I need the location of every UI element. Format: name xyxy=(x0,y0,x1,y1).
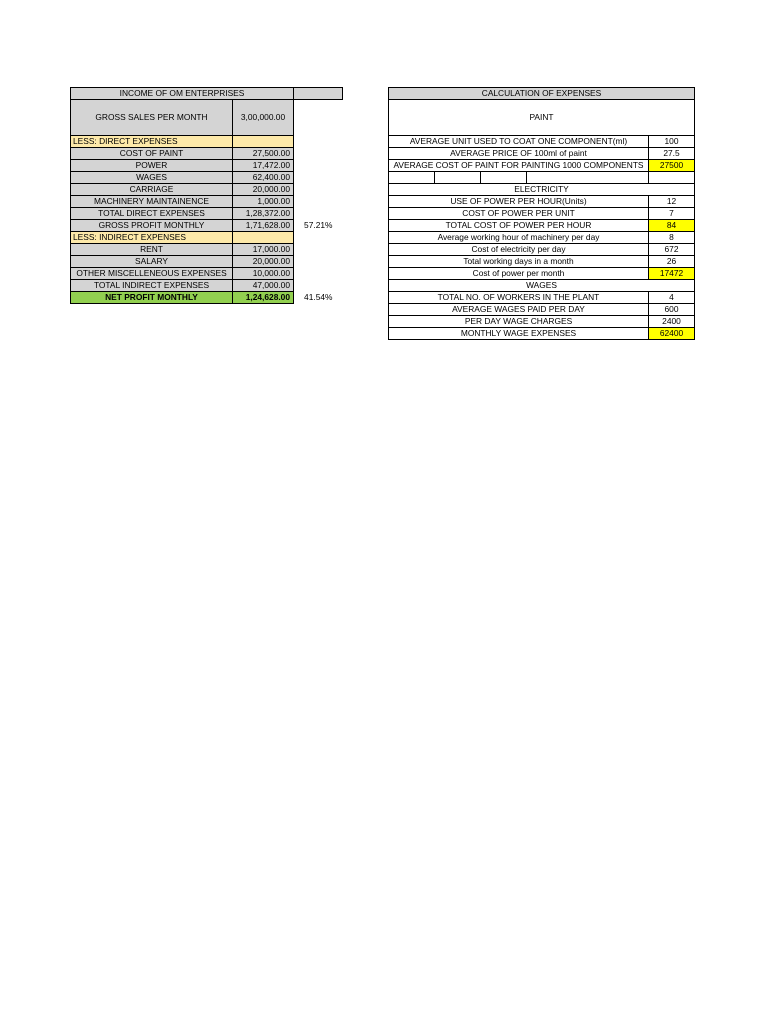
indirect-expense-value[interactable]: 17,000.00 xyxy=(233,244,294,256)
paint-label[interactable]: AVERAGE UNIT USED TO COAT ONE COMPONENT(ml) xyxy=(389,136,649,148)
paint-header[interactable]: PAINT xyxy=(389,100,695,136)
direct-expense-value[interactable]: 27,500.00 xyxy=(233,148,294,160)
gross-sales-value[interactable]: 3,00,000.00 xyxy=(233,100,294,136)
income-title-blank-cell[interactable] xyxy=(294,88,343,100)
table-row xyxy=(71,244,343,256)
gross-sales-row xyxy=(71,100,343,136)
table-row xyxy=(389,220,695,232)
direct-expense-value[interactable]: 62,400.00 xyxy=(233,172,294,184)
blank-cell[interactable] xyxy=(435,172,481,184)
net-profit-label[interactable]: NET PROFIT MONTHLY xyxy=(71,292,233,304)
direct-expense-label[interactable]: CARRIAGE xyxy=(71,184,233,196)
wages-label[interactable]: TOTAL NO. OF WORKERS IN THE PLANT xyxy=(389,292,649,304)
paint-label[interactable]: AVERAGE COST OF PAINT FOR PAINTING 1000 COMPONENTS xyxy=(389,160,649,172)
paint-value[interactable]: 27.5 xyxy=(649,148,695,160)
table-row xyxy=(71,268,343,280)
table-row xyxy=(71,148,343,160)
indirect-expense-label[interactable]: SALARY xyxy=(71,256,233,268)
income-title[interactable]: INCOME OF OM ENTERPRISES xyxy=(71,88,294,100)
electricity-value[interactable]: 7 xyxy=(649,208,695,220)
indirect-expense-value[interactable]: 10,000.00 xyxy=(233,268,294,280)
wages-monthly-total-value[interactable]: 62400 xyxy=(649,328,695,340)
electricity-label[interactable]: USE OF POWER PER HOUR(Units) xyxy=(389,196,649,208)
wages-value[interactable]: 4 xyxy=(649,292,695,304)
gross-profit-value[interactable]: 1,71,628.00 xyxy=(233,220,294,232)
paint-total-value[interactable]: 27500 xyxy=(649,160,695,172)
gross-sales-label[interactable]: GROSS SALES PER MONTH xyxy=(71,100,233,136)
wages-label[interactable]: MONTHLY WAGE EXPENSES xyxy=(389,328,649,340)
table-row xyxy=(71,208,343,220)
electricity-value[interactable]: 12 xyxy=(649,196,695,208)
electricity-label[interactable]: Average working hour of machinery per day xyxy=(389,232,649,244)
table-row xyxy=(71,172,343,184)
total-indirect-label[interactable]: TOTAL INDIRECT EXPENSES xyxy=(71,280,233,292)
table-row xyxy=(389,208,695,220)
gross-profit-row xyxy=(71,220,343,232)
electricity-label[interactable]: Total working days in a month xyxy=(389,256,649,268)
table-row xyxy=(389,244,695,256)
table-row xyxy=(389,196,695,208)
income-title-row xyxy=(71,88,343,100)
table-row xyxy=(389,136,695,148)
electricity-header[interactable]: ELECTRICITY xyxy=(389,184,695,196)
table-row xyxy=(389,256,695,268)
total-direct-value[interactable]: 1,28,372.00 xyxy=(233,208,294,220)
table-row xyxy=(389,232,695,244)
less-indirect-value-cell[interactable] xyxy=(233,232,294,244)
blank-cell[interactable] xyxy=(481,172,527,184)
net-profit-value[interactable]: 1,24,628.00 xyxy=(233,292,294,304)
indirect-expense-label[interactable]: RENT xyxy=(71,244,233,256)
calc-title[interactable]: CALCULATION OF EXPENSES xyxy=(389,88,695,100)
total-direct-label[interactable]: TOTAL DIRECT EXPENSES xyxy=(71,208,233,220)
table-row xyxy=(389,160,695,172)
net-profit-row xyxy=(71,292,343,304)
electricity-label[interactable]: COST OF POWER PER UNIT xyxy=(389,208,649,220)
less-indirect-row xyxy=(71,232,343,244)
direct-expense-label[interactable]: MACHINERY MAINTAINENCE xyxy=(71,196,233,208)
wages-value[interactable]: 600 xyxy=(649,304,695,316)
total-indirect-value[interactable]: 47,000.00 xyxy=(233,280,294,292)
direct-expense-label[interactable]: WAGES xyxy=(71,172,233,184)
gross-profit-percent[interactable]: 57.21% xyxy=(304,220,333,230)
wages-header-row xyxy=(389,280,695,292)
electricity-value[interactable]: 672 xyxy=(649,244,695,256)
blank-cell[interactable] xyxy=(527,172,649,184)
table-row xyxy=(389,268,695,280)
table-row xyxy=(389,328,695,340)
table-row xyxy=(71,196,343,208)
electricity-header-row xyxy=(389,184,695,196)
paint-value[interactable]: 100 xyxy=(649,136,695,148)
less-indirect-label[interactable]: LESS: INDIRECT EXPENSES xyxy=(71,232,233,244)
electricity-hourly-total-value[interactable]: 84 xyxy=(649,220,695,232)
table-row xyxy=(71,280,343,292)
electricity-label[interactable]: TOTAL COST OF POWER PER HOUR xyxy=(389,220,649,232)
electricity-value[interactable]: 26 xyxy=(649,256,695,268)
calculation-table xyxy=(388,87,695,340)
direct-expense-value[interactable]: 17,472.00 xyxy=(233,160,294,172)
paint-label[interactable]: AVERAGE PRICE OF 100ml of paint xyxy=(389,148,649,160)
wages-label[interactable]: PER DAY WAGE CHARGES xyxy=(389,316,649,328)
wages-value[interactable]: 2400 xyxy=(649,316,695,328)
direct-expense-label[interactable]: POWER xyxy=(71,160,233,172)
income-table xyxy=(70,87,343,304)
less-direct-value-cell[interactable] xyxy=(233,136,294,148)
wages-header[interactable]: WAGES xyxy=(389,280,695,292)
less-direct-label[interactable]: LESS: DIRECT EXPENSES xyxy=(71,136,233,148)
electricity-label[interactable]: Cost of power per month xyxy=(389,268,649,280)
direct-expense-label[interactable]: COST OF PAINT xyxy=(71,148,233,160)
table-row xyxy=(71,256,343,268)
indirect-expense-label[interactable]: OTHER MISCELLENEOUS EXPENSES xyxy=(71,268,233,280)
indirect-expense-value[interactable]: 20,000.00 xyxy=(233,256,294,268)
blank-row xyxy=(389,172,695,184)
electricity-monthly-total-value[interactable]: 17472 xyxy=(649,268,695,280)
direct-expense-value[interactable]: 1,000.00 xyxy=(233,196,294,208)
electricity-value[interactable]: 8 xyxy=(649,232,695,244)
table-row xyxy=(389,316,695,328)
paint-header-row xyxy=(389,100,695,136)
gross-profit-label[interactable]: GROSS PROFIT MONTHLY xyxy=(71,220,233,232)
table-row xyxy=(389,148,695,160)
blank-cell[interactable] xyxy=(389,172,435,184)
table-row xyxy=(71,184,343,196)
electricity-label[interactable]: Cost of electricity per day xyxy=(389,244,649,256)
table-row xyxy=(389,304,695,316)
direct-expense-value[interactable]: 20,000.00 xyxy=(233,184,294,196)
calc-title-row xyxy=(389,88,695,100)
table-row xyxy=(71,160,343,172)
blank-cell[interactable] xyxy=(649,172,695,184)
wages-label[interactable]: AVERAGE WAGES PAID PER DAY xyxy=(389,304,649,316)
less-direct-row xyxy=(71,136,343,148)
net-profit-percent[interactable]: 41.54% xyxy=(304,292,333,302)
table-row xyxy=(389,292,695,304)
